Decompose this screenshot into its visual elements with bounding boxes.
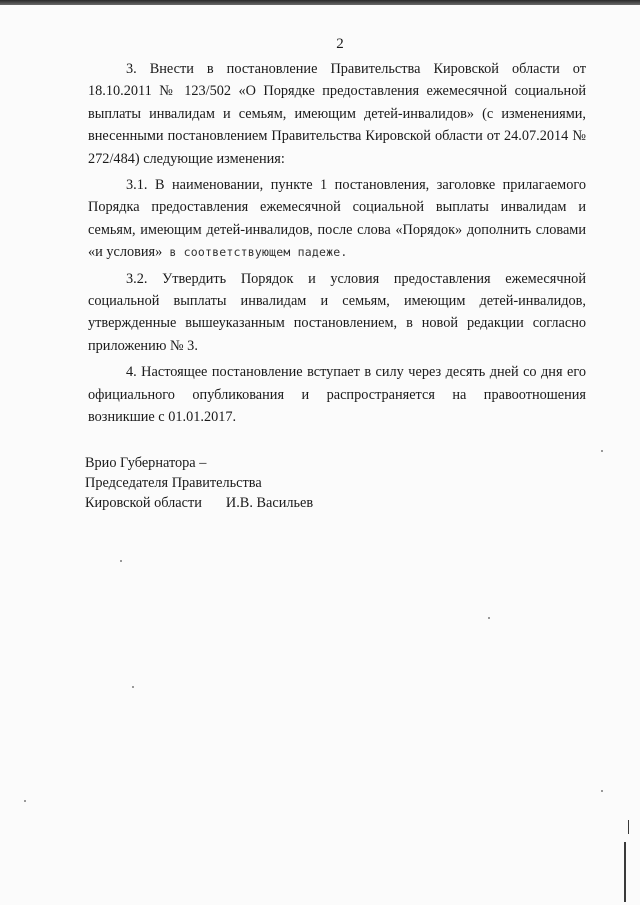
- scan-speck: [488, 617, 490, 619]
- scan-speck: [132, 686, 134, 688]
- signature-org: Кировской области: [85, 495, 202, 511]
- scan-speck: [601, 450, 603, 452]
- document-body: [88, 58, 586, 429]
- scan-edge-mark: [624, 842, 626, 902]
- signature-position-line: Председателя Правительства: [85, 475, 262, 491]
- scan-edge-mark: [628, 820, 629, 834]
- paragraph-4: 4. Настоящее постановление вступает в силу через десять дней со дня его официального опубликования и распространяется на правоотношения возникшие с 01.01.2017.: [88, 364, 586, 426]
- scan-speck: [601, 790, 603, 792]
- typed-insertion: в соответствующем падеже.: [162, 245, 348, 260]
- signature-title-line: Врио Губернатора –: [85, 455, 207, 471]
- signature-name: И.В. Васильев: [225, 495, 314, 511]
- page-number: 2: [336, 36, 344, 52]
- scan-top-edge: [0, 0, 640, 5]
- signature-block: [85, 453, 313, 513]
- paragraph-3-1: [88, 174, 586, 264]
- signature-name-line: [85, 493, 313, 513]
- paragraph-3-1-text: 3.1. В наименовании, пункте 1 постановления, заголовке прилагаемого Порядка предоставления ежемесячной социальной выплаты инвалидам и семьям, имеющим детей-инвалидов, после слова «Порядок» дополнить словами «и условия»: [88, 177, 586, 261]
- scan-speck: [120, 560, 122, 562]
- scan-speck: [24, 800, 26, 802]
- paragraph-3-2: 3.2. Утвердить Порядок и условия предоставления ежемесячной социальной выплаты инвалидам и семьям, имеющим детей-инвалидов, утвержденные вышеуказанным постановлением, в новой редакции согласно приложению № 3.: [88, 270, 586, 354]
- paragraph-3: 3. Внести в постановление Правительства Кировской области от 18.10.2011 № 123/502 «О Порядке предоставления ежемесячной социальной выплаты инвалидам и семьям, имеющим детей-инвалидов» (с изменениями, внесенными постановлением Правительства Кировской области от 24.07.2014 № 272/484) следующие изменения:: [88, 61, 586, 167]
